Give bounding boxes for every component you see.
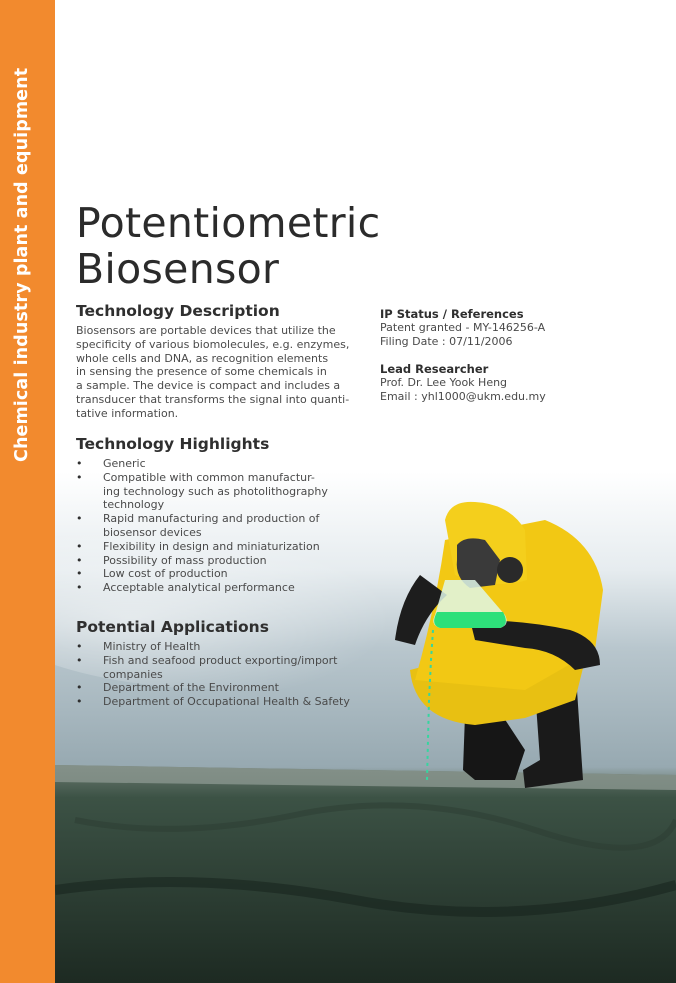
tech-highlights-list bbox=[76, 457, 376, 595]
researcher-email[interactable]: Email : yhl1000@ukm.edu.my bbox=[380, 390, 546, 403]
list-item: • Ministry of Health bbox=[76, 640, 376, 654]
list-item: • Acceptable analytical performance bbox=[76, 581, 376, 595]
page-title bbox=[76, 200, 380, 292]
ip-status-block bbox=[380, 307, 545, 349]
category-label: Chemical industry plant and equipment bbox=[12, 67, 32, 462]
list-item: • Generic bbox=[76, 457, 376, 471]
desc-line: tative information. bbox=[76, 406, 179, 420]
list-item: • Department of the Environment bbox=[76, 681, 376, 695]
desc-line: a sample. The device is compact and includes a bbox=[76, 379, 341, 393]
lead-researcher-block bbox=[380, 362, 546, 404]
tech-description-heading: Technology Description bbox=[76, 302, 280, 320]
list-item: • Rapid manufacturing and production of biosensor devices bbox=[76, 512, 376, 540]
tech-highlights-heading: Technology Highlights bbox=[76, 435, 270, 453]
filing-date: Filing Date : 07/11/2006 bbox=[380, 335, 513, 348]
desc-line: Biosensors are portable devices that utilize the bbox=[76, 324, 336, 337]
patent-number: Patent granted - MY-146256-A bbox=[380, 321, 546, 334]
list-item: • Low cost of production bbox=[76, 567, 376, 581]
tech-description-text bbox=[76, 324, 356, 421]
ip-status-heading: IP Status / References bbox=[380, 307, 524, 321]
title-line-2: Biosensor bbox=[76, 245, 280, 293]
list-item: • Flexibility in design and miniaturization bbox=[76, 540, 376, 554]
applications-heading: Potential Applications bbox=[76, 618, 269, 636]
title-line-1: Potentiometric bbox=[76, 199, 381, 247]
desc-line: specificity of various biomolecules, e.g. enzymes, bbox=[76, 337, 350, 351]
desc-line: transducer that transforms the signal into quanti- bbox=[76, 392, 350, 406]
category-sidebar bbox=[0, 0, 55, 983]
list-item: • Compatible with common manufactur- ing technology such as photolithography technology bbox=[76, 471, 376, 512]
list-item: • Department of Occupational Health & Safety bbox=[76, 695, 376, 709]
researcher-name: Prof. Dr. Lee Yook Heng bbox=[380, 376, 508, 389]
desc-line: in sensing the presence of some chemicals in bbox=[76, 365, 327, 379]
list-item: • Possibility of mass production bbox=[76, 554, 376, 568]
lead-researcher-heading: Lead Researcher bbox=[380, 362, 489, 376]
applications-list bbox=[76, 640, 376, 709]
list-item: • Fish and seafood product exporting/import companies bbox=[76, 654, 376, 682]
desc-line: whole cells and DNA, as recognition elements bbox=[76, 351, 329, 365]
